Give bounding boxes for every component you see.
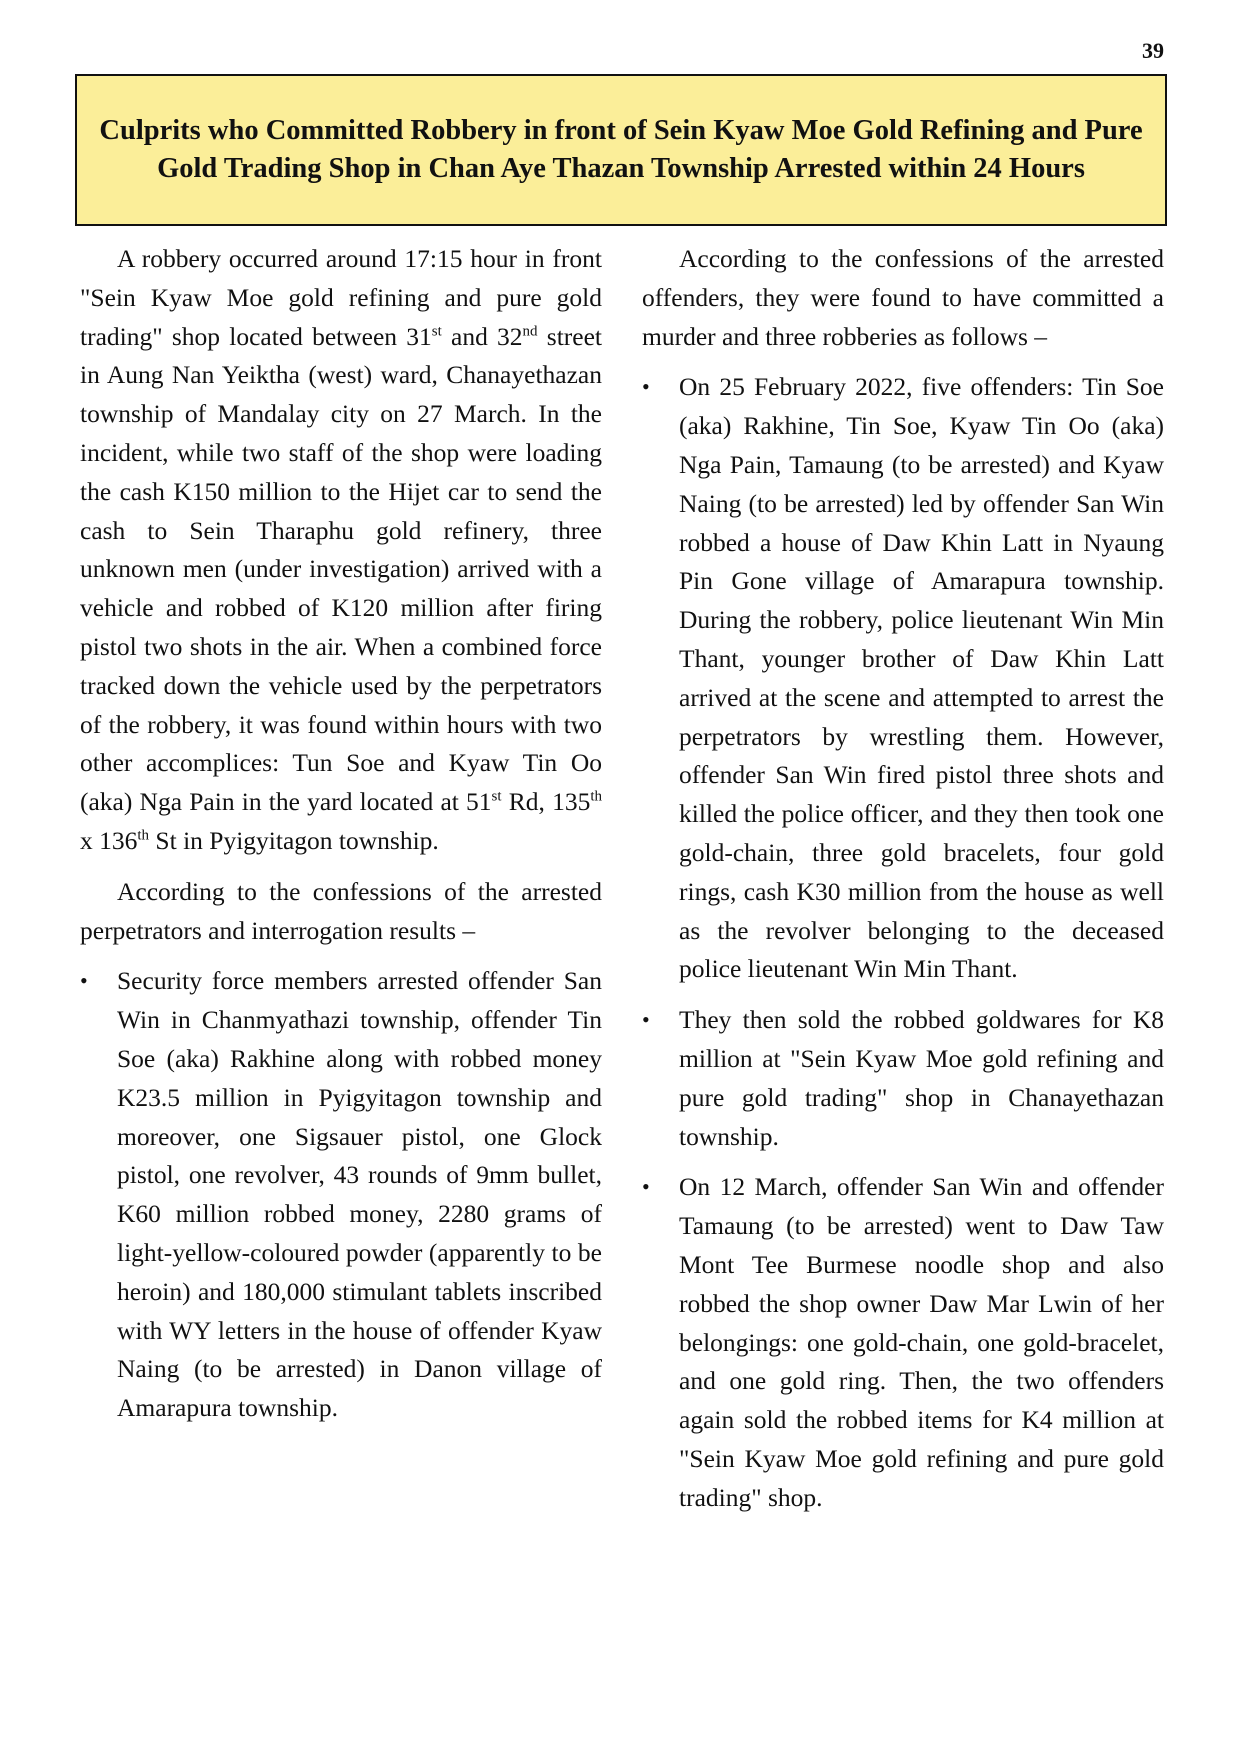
bullet-item: • Security force members arrested offender San Win in Chanmyathazi township, offender Tin Soe (aka) Rakhine along with robbed money K23.5 million in Pyigyitagon township and moreover, one Sigsauer pistol, one Glock pistol, one revolver, 43 rounds of 9mm bullet, K60 million robbed money, 2280 grams of light-yellow-coloured powder (apparently to be heroin) and 180,000 stimulant tablets inscribed with WY letters in the house of offender Kyaw Naing (to be arrested) in Danon village of Amarapura township.	[80, 962, 602, 1428]
bullet-item: • They then sold the robbed goldwares for K8 million at "Sein Kyaw Moe gold refining and pure gold trading" shop in Chanayethazan township.	[642, 1001, 1164, 1156]
intro-text-6: St in Pyigyitagon township.	[149, 825, 439, 855]
superscript: st	[491, 788, 502, 805]
intro-paragraph	[80, 240, 602, 861]
bullet-item: • On 12 March, offender San Win and offender Tamaung (to be arrested) went to Daw Taw Mont Tee Burmese noodle shop and also robbed the shop owner Daw Mar Lwin of her belongings: one gold-chain, one gold-bracelet, and one gold ring. Then, the two offenders again sold the robbed items for K4 million at "Sein Kyaw Moe gold refining and pure gold trading" shop.	[642, 1168, 1164, 1517]
superscript: th	[590, 788, 602, 805]
bullet-list	[642, 368, 1164, 1517]
left-column	[80, 240, 602, 1440]
intro-text-2: and 32	[441, 321, 523, 351]
page-number: 39	[1142, 38, 1164, 63]
intro-text-3: street in Aung Nan Yeiktha (west) ward, Chanayethazan township of Mandalay city on 27 March. In the incident, while two staff of the shop were loading the cash K150 million to the Hijet car to send the cash to Sein Tharaphu gold refinery, three unknown men (under investigation) arrived with a vehicle and robbed of K120 million after firing pistol two shots in the air. When a combined force tracked down the vehicle used by the perpetrators of the robbery, it was found within hours with two other accomplices: Tun Soe and Kyaw Tin Oo (aka) Nga Pain in the yard located at 51	[80, 321, 602, 817]
intro-text-4: Rd, 135	[501, 787, 591, 817]
right-column	[642, 240, 1164, 1530]
intro-text-1: A robbery occurred around 17:15 hour in front "Sein Kyaw Moe gold refining and pure gold trading" shop located between 31	[80, 244, 602, 351]
intro-text-5: x 136	[80, 825, 138, 855]
title-box	[75, 74, 1167, 226]
confessions-paragraph: According to the confessions of the arrested offenders, they were found to have committed a murder and three robberies as follows –	[642, 244, 1164, 351]
superscript: th	[137, 827, 150, 844]
bullet-item: • On 25 February 2022, five offenders: Tin Soe (aka) Rakhine, Tin Soe, Kyaw Tin Oo (aka) Nga Pain, Tamaung (to be arrested) and Kyaw Naing (to be arrested) led by offender San Win robbed a house of Daw Khin Latt in Nyaung Pin Gone village of Amarapura township. During the robbery, police lieutenant Win Min Thant, younger brother of Daw Khin Latt arrived at the scene and attempted to arrest the perpetrators by wrestling them. However, offender San Win fired pistol three shots and killed the police officer, and they then took one gold-chain, three gold bracelets, four gold rings, cash K30 million from the house as well as the revolver belonging to the deceased police lieutenant Win Min Thant.	[642, 368, 1164, 989]
article-title: Culprits who Committed Robbery in front of Sein Kyaw Moe Gold Refining and Pure Gold Trading Shop in Chan Aye Thazan Township Arrested within 24 Hours	[99, 115, 1143, 184]
superscript: st	[431, 323, 442, 340]
confessions-paragraph: According to the confessions of the arrested perpetrators and interrogation results –	[80, 876, 602, 945]
superscript: nd	[522, 323, 538, 340]
bullet-list	[80, 962, 602, 1428]
